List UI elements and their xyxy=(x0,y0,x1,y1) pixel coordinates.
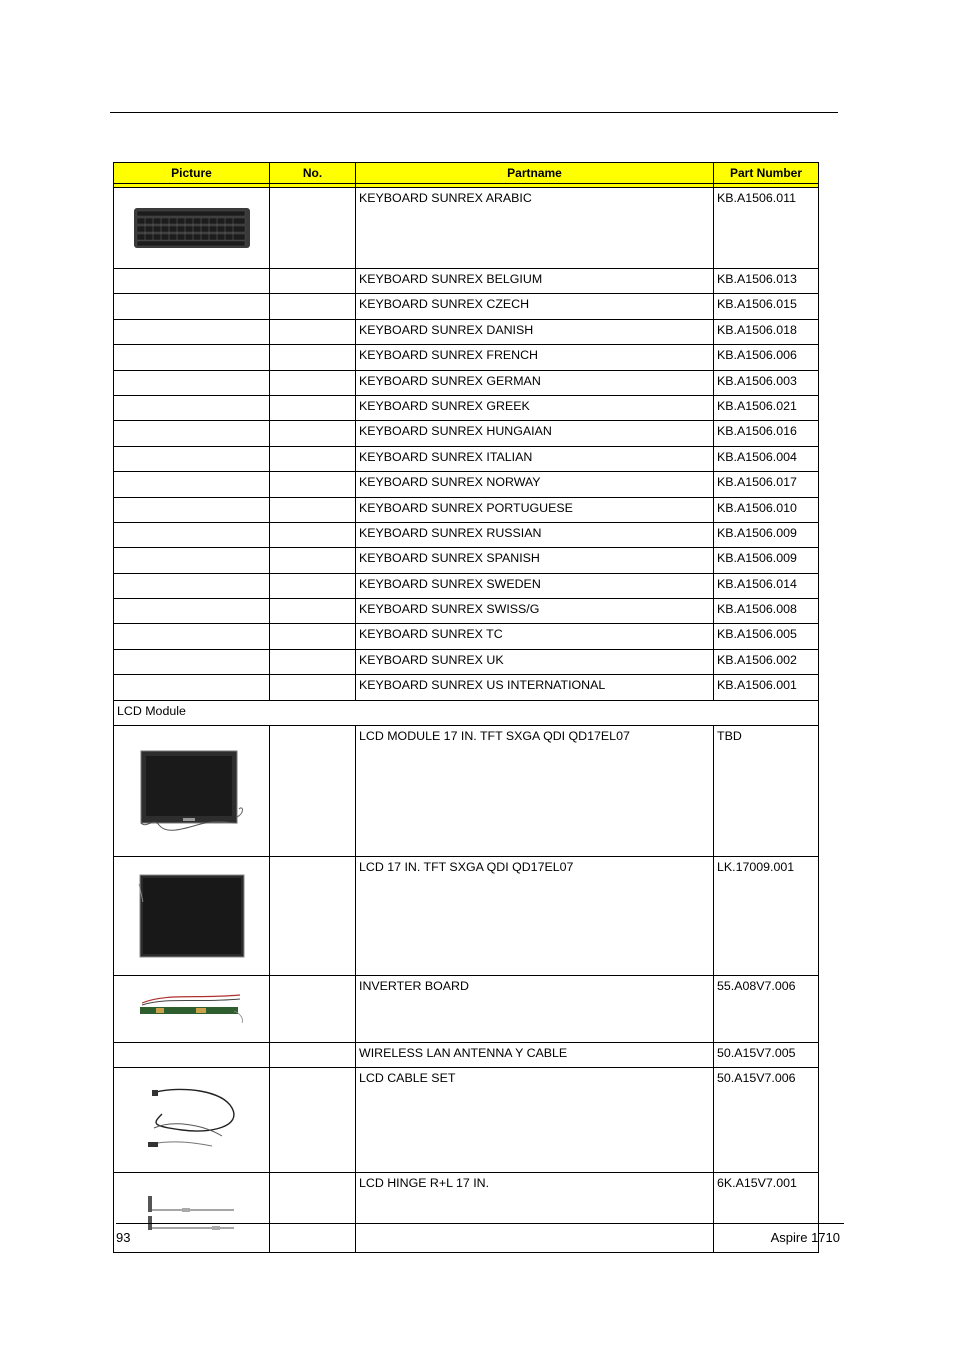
part-number-cell: LK.17009.001 xyxy=(714,857,819,976)
part-number-cell: KB.A1506.006 xyxy=(714,345,819,370)
partname-cell: KEYBOARD SUNREX DANISH xyxy=(356,319,714,344)
table-row xyxy=(114,319,819,344)
page-number: 93 xyxy=(116,1230,131,1245)
part-number-cell: 6K.A15V7.001 xyxy=(714,1173,819,1253)
partname-cell: KEYBOARD SUNREX FRENCH xyxy=(356,345,714,370)
part-number-cell: 55.A08V7.006 xyxy=(714,976,819,1043)
table-row xyxy=(114,370,819,395)
table-header-row xyxy=(114,163,819,184)
inverter-board-icon xyxy=(136,989,248,1029)
part-number-cell: KB.A1506.005 xyxy=(714,624,819,649)
footer-rule xyxy=(116,1223,844,1224)
table-row xyxy=(114,1173,819,1253)
table-row xyxy=(114,548,819,573)
partname-cell: KEYBOARD SUNREX GERMAN xyxy=(356,370,714,395)
header-part-number: Part Number xyxy=(714,163,819,184)
partname-cell: KEYBOARD SUNREX GREEK xyxy=(356,395,714,420)
part-number-cell: KB.A1506.017 xyxy=(714,472,819,497)
part-number-cell: KB.A1506.009 xyxy=(714,548,819,573)
lcd-panel-icon xyxy=(137,872,247,960)
lcd-cable-icon xyxy=(142,1084,242,1156)
partname-cell: KEYBOARD SUNREX CZECH xyxy=(356,294,714,319)
table-row xyxy=(114,1068,819,1173)
partname-cell: KEYBOARD SUNREX US INTERNATIONAL xyxy=(356,675,714,700)
part-number-cell: 50.A15V7.005 xyxy=(714,1043,819,1068)
partname-cell: KEYBOARD SUNREX SWISS/G xyxy=(356,599,714,624)
table-row xyxy=(114,269,819,294)
table-row xyxy=(114,472,819,497)
partname-cell: KEYBOARD SUNREX HUNGAIAN xyxy=(356,421,714,446)
table-row xyxy=(114,599,819,624)
top-rule xyxy=(110,112,838,113)
partname-cell: KEYBOARD SUNREX ARABIC xyxy=(356,188,714,269)
picture-cell xyxy=(114,976,270,1043)
table-row xyxy=(114,345,819,370)
table-row xyxy=(114,573,819,598)
table-row xyxy=(114,294,819,319)
part-number-cell: TBD xyxy=(714,726,819,857)
partname-cell: LCD MODULE 17 IN. TFT SXGA QDI QD17EL07 xyxy=(356,726,714,857)
part-number-cell: KB.A1506.015 xyxy=(714,294,819,319)
part-number-cell: KB.A1506.018 xyxy=(714,319,819,344)
partname-cell: KEYBOARD SUNREX BELGIUM xyxy=(356,269,714,294)
part-number-cell: KB.A1506.004 xyxy=(714,446,819,471)
partname-cell: LCD 17 IN. TFT SXGA QDI QD17EL07 xyxy=(356,857,714,976)
table-row xyxy=(114,395,819,420)
picture-cell xyxy=(114,1068,270,1173)
table-row xyxy=(114,497,819,522)
no-cell xyxy=(270,188,356,269)
part-number-cell: KB.A1506.011 xyxy=(714,188,819,269)
parts-table xyxy=(113,162,819,1253)
partname-cell: KEYBOARD SUNREX ITALIAN xyxy=(356,446,714,471)
partname-cell: LCD CABLE SET xyxy=(356,1068,714,1173)
product-name: Aspire 1710 xyxy=(770,1230,840,1245)
partname-cell: WIRELESS LAN ANTENNA Y CABLE xyxy=(356,1043,714,1068)
lcd-hinge-icon xyxy=(142,1188,242,1238)
picture-cell xyxy=(114,726,270,857)
picture-cell xyxy=(114,1173,270,1253)
no-cell xyxy=(270,1068,356,1173)
picture-cell xyxy=(114,857,270,976)
partname-cell: KEYBOARD SUNREX NORWAY xyxy=(356,472,714,497)
table-row xyxy=(114,188,819,269)
part-number-cell: 50.A15V7.006 xyxy=(714,1068,819,1173)
table-row xyxy=(114,1043,819,1068)
part-number-cell: KB.A1506.008 xyxy=(714,599,819,624)
part-number-cell: KB.A1506.009 xyxy=(714,522,819,547)
table-row xyxy=(114,976,819,1043)
table-row xyxy=(114,649,819,674)
header-picture: Picture xyxy=(114,163,270,184)
table-row xyxy=(114,624,819,649)
table-row xyxy=(114,522,819,547)
partname-cell: KEYBOARD SUNREX RUSSIAN xyxy=(356,522,714,547)
partname-cell: KEYBOARD SUNREX UK xyxy=(356,649,714,674)
no-cell xyxy=(270,976,356,1043)
table-row xyxy=(114,446,819,471)
table-row xyxy=(114,675,819,700)
part-number-cell: KB.A1506.003 xyxy=(714,370,819,395)
section-row xyxy=(114,700,819,725)
no-cell xyxy=(270,857,356,976)
picture-cell xyxy=(114,188,270,269)
no-cell xyxy=(270,1173,356,1253)
table-row xyxy=(114,726,819,857)
part-number-cell: KB.A1506.002 xyxy=(714,649,819,674)
part-number-cell: KB.A1506.016 xyxy=(714,421,819,446)
part-number-cell: KB.A1506.014 xyxy=(714,573,819,598)
partname-cell: KEYBOARD SUNREX SPANISH xyxy=(356,548,714,573)
header-partname: Partname xyxy=(356,163,714,184)
part-number-cell: KB.A1506.001 xyxy=(714,675,819,700)
table-row xyxy=(114,421,819,446)
partname-cell: KEYBOARD SUNREX PORTUGUESE xyxy=(356,497,714,522)
part-number-cell: KB.A1506.021 xyxy=(714,395,819,420)
keyboard-icon xyxy=(133,206,251,250)
partname-cell: INVERTER BOARD xyxy=(356,976,714,1043)
partname-cell: KEYBOARD SUNREX TC xyxy=(356,624,714,649)
no-cell xyxy=(270,726,356,857)
part-number-cell: KB.A1506.013 xyxy=(714,269,819,294)
lcd-module-icon xyxy=(137,747,247,835)
table-row xyxy=(114,857,819,976)
section-lcd-module: LCD Module xyxy=(114,700,819,725)
partname-cell: LCD HINGE R+L 17 IN. xyxy=(356,1173,714,1253)
part-number-cell: KB.A1506.010 xyxy=(714,497,819,522)
partname-cell: KEYBOARD SUNREX SWEDEN xyxy=(356,573,714,598)
header-no: No. xyxy=(270,163,356,184)
